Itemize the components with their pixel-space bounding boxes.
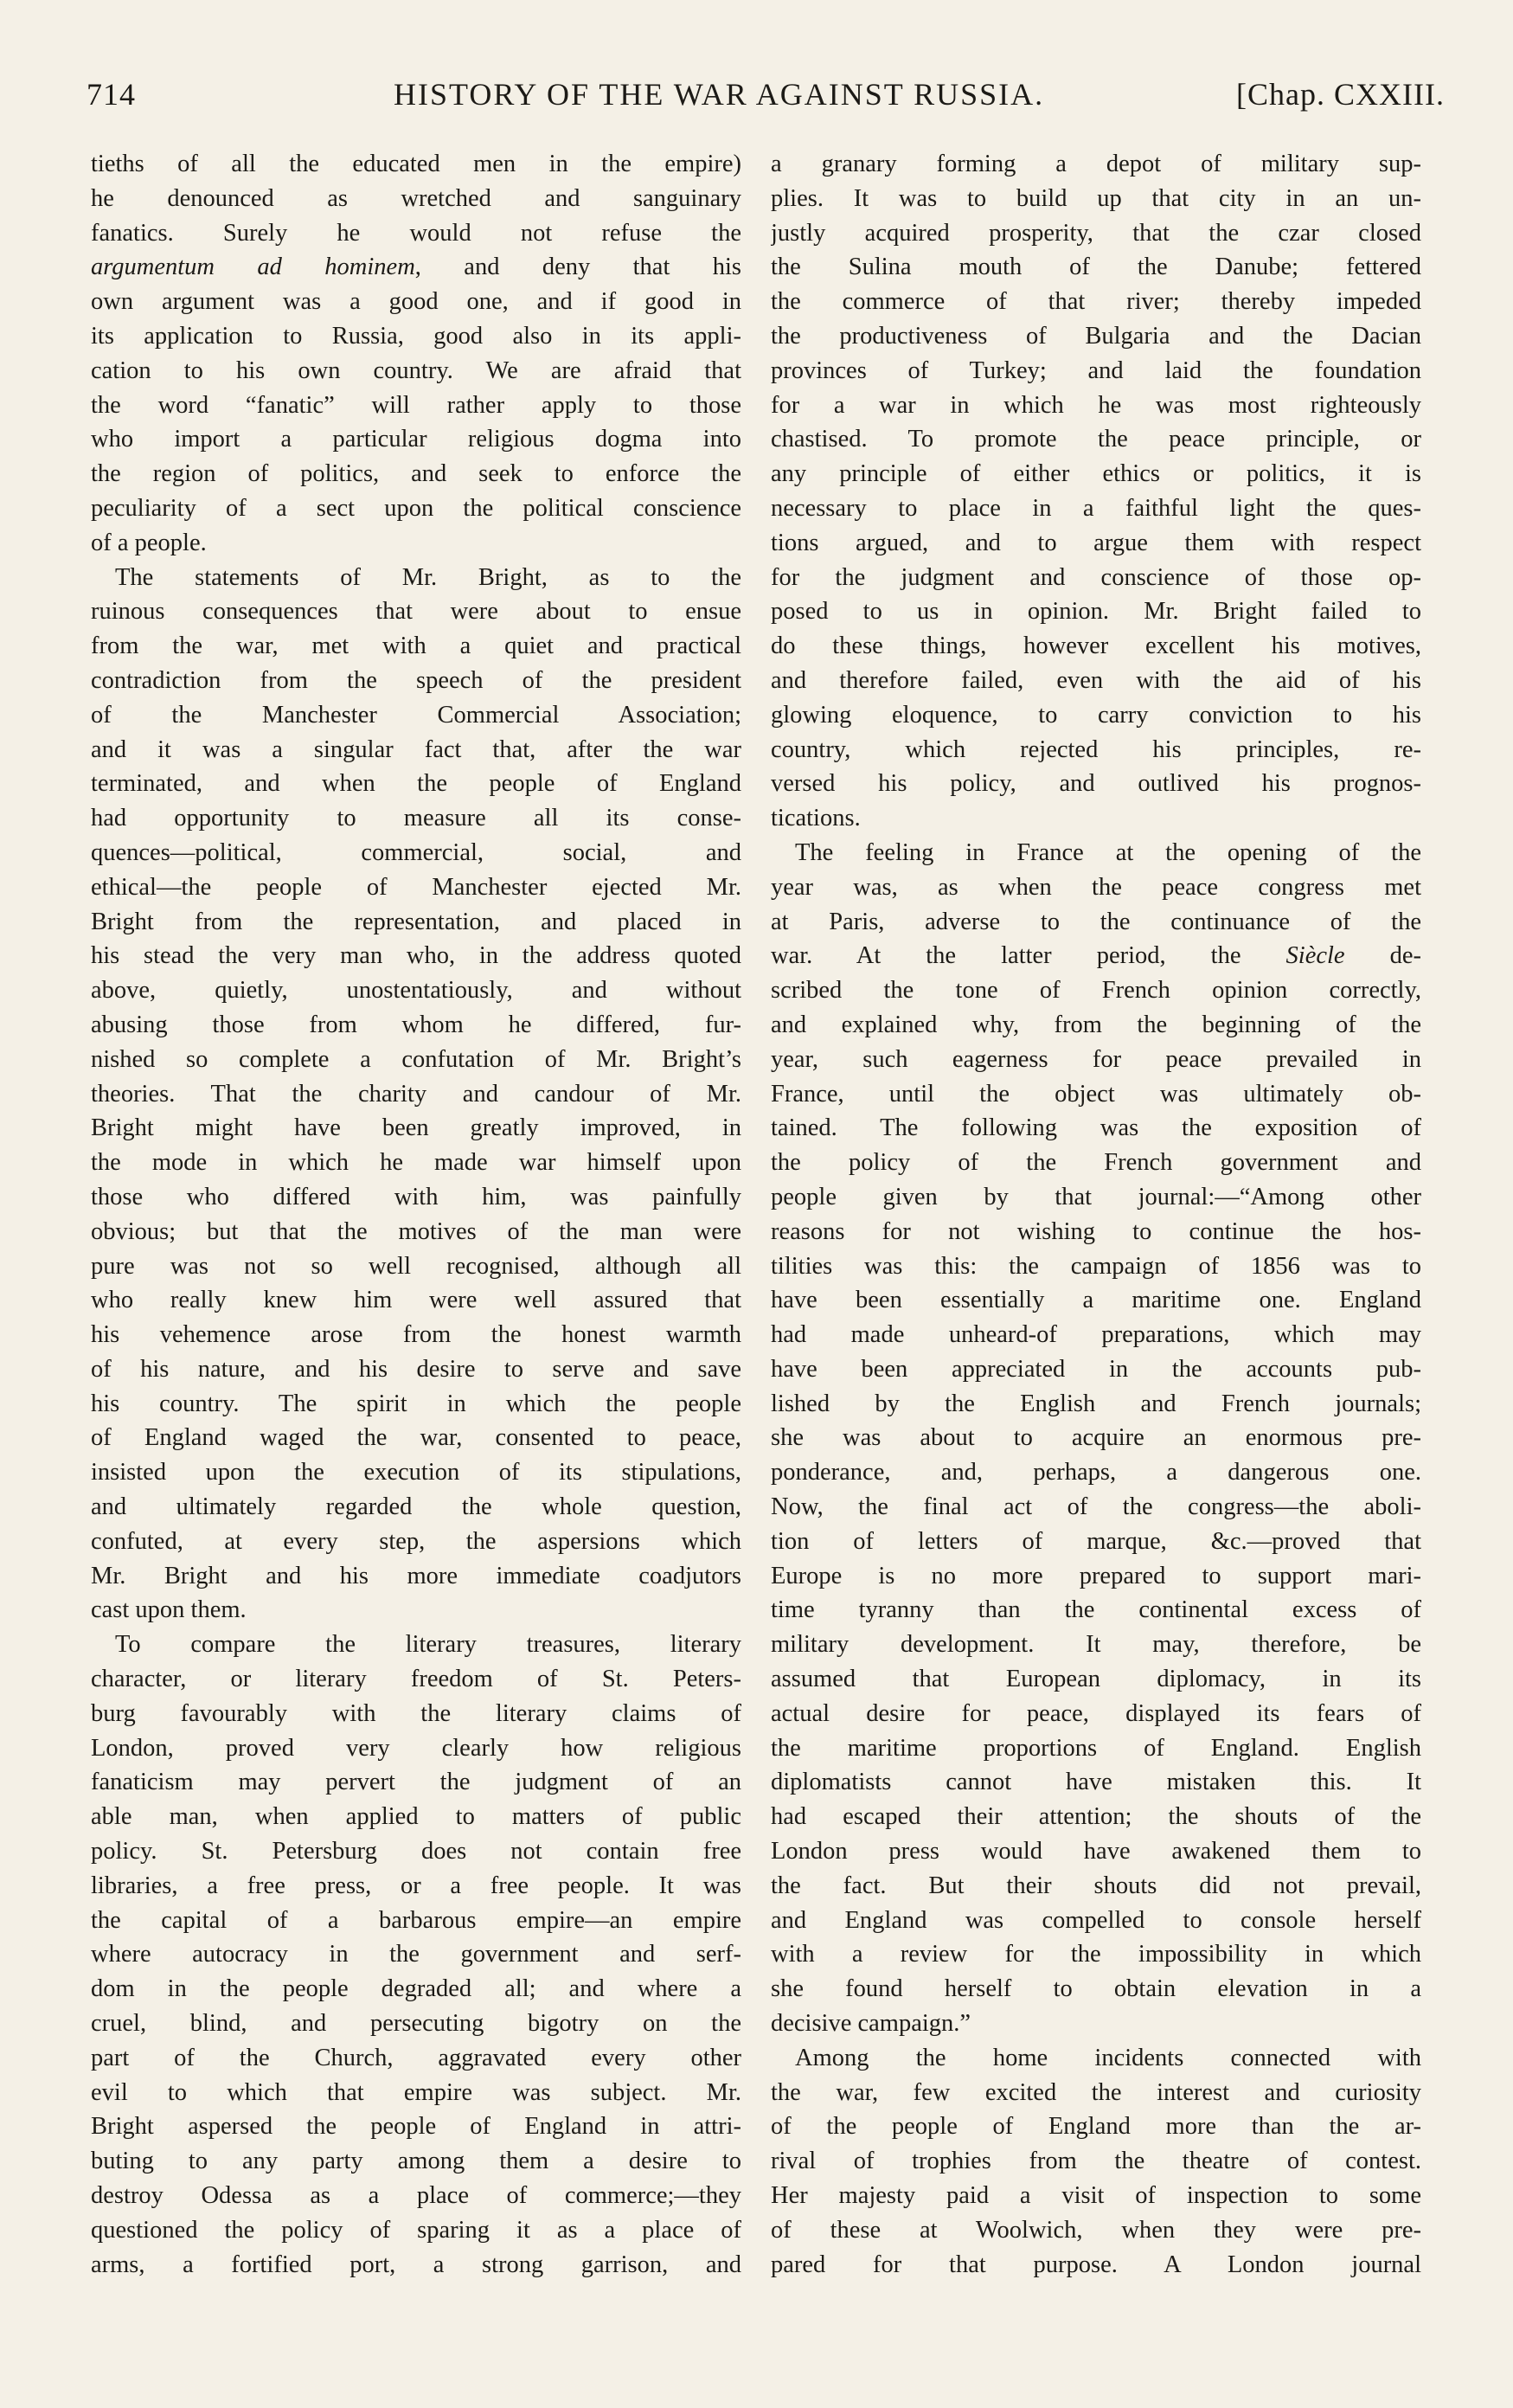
text-line: where autocracy in the government and serf- (91, 1941, 741, 1968)
text-line: and England was compelled to console herself (771, 1906, 1421, 1934)
text-line: at Paris, adverse to the continuance of the (771, 908, 1421, 935)
text-line: tieths of all the educated men in the empire) (91, 151, 741, 177)
text-line: the region of politics, and seek to enforce the (91, 460, 741, 488)
text-line: with a review for the impossibility in which (771, 1941, 1421, 1968)
text-line: a granary forming a depot of military sup- (771, 151, 1421, 177)
text-line: nished so complete a confutation of Mr. Bright’s (91, 1045, 741, 1073)
text-line: justly acquired prosperity, that the czar closed (771, 219, 1421, 247)
text-line: people given by that journal:—“Among other (771, 1183, 1421, 1210)
text-line: cruel, blind, and persecuting bigotry on the (91, 2010, 741, 2038)
text-line: Her majesty paid a visit of inspection to some (771, 2182, 1421, 2210)
text-line: have been appreciated in the accounts pub- (771, 1355, 1421, 1383)
text-line: had opportunity to measure all its conse- (91, 805, 741, 832)
text-line: reasons for not wishing to continue the hos- (771, 1217, 1421, 1245)
text-line: decisive campaign.” (771, 2010, 971, 2038)
text-line: terminated, and when the people of England (91, 770, 741, 798)
text-line: his vehemence arose from the honest warmth (91, 1321, 741, 1349)
text-line: time tyranny than the continental excess of (771, 1596, 1421, 1624)
text-line: buting to any party among them a desire to (91, 2148, 741, 2175)
text-line: diplomatists cannot have mistaken this. It (771, 1769, 1421, 1796)
text-line: Now, the final act of the congress—the aboli- (771, 1493, 1421, 1521)
text-line: above, quietly, unostentatiously, and without (91, 977, 741, 1005)
text-line: the capital of a barbarous empire—an empire (91, 1906, 741, 1934)
text-line: for the judgment and conscience of those op- (771, 563, 1421, 591)
text-line: able man, when applied to matters of public (91, 1803, 741, 1831)
text-line: arms, a fortified port, a strong garrison, and (91, 2251, 741, 2278)
latin-phrase: argumentum ad hominem (91, 254, 415, 281)
text-line: the word “fanatic” will rather apply to those (91, 391, 741, 419)
text-line: year was, as when the peace congress met (771, 873, 1421, 901)
text-line: argumentum ad hominem, and deny that his (91, 254, 741, 281)
text-line: year, such eagerness for peace prevailed in (771, 1045, 1421, 1073)
text-line: tions argued, and to argue them with respect (771, 529, 1421, 556)
text-line: evil to which that empire was subject. Mr. (91, 2078, 741, 2106)
text-line: cast upon them. (91, 1596, 247, 1624)
text-line: of a people. (91, 529, 207, 556)
text-line: who really knew him were well assured that (91, 1287, 741, 1314)
text-line: from the war, met with a quiet and practical (91, 633, 741, 660)
text-line: tications. (771, 805, 861, 832)
text-line: any principle of either ethics or politics, it is (771, 460, 1421, 488)
text-line: provinces of Turkey; and laid the foundation (771, 356, 1421, 384)
text-line: have been essentially a maritime one. England (771, 1287, 1421, 1314)
text-line: glowing eloquence, to carry conviction to his (771, 701, 1421, 729)
text-line: of England waged the war, consented to peace, (91, 1424, 741, 1452)
text-line: his stead the very man who, in the address quoted (91, 942, 741, 970)
text-line: of the Manchester Commercial Association; (91, 701, 741, 729)
text-line: tained. The following was the exposition of (771, 1114, 1421, 1142)
text-line: assumed that European diplomacy, in its (771, 1666, 1421, 1693)
text-line: cation to his own country. We are afraid that (91, 356, 741, 384)
text-line: rival of trophies from the theatre of contest. (771, 2148, 1421, 2175)
text-line: ponderance, and, perhaps, a dangerous one. (771, 1459, 1421, 1487)
text-line: insisted upon the execution of its stipulations, (91, 1459, 741, 1487)
text-line: dom in the people degraded all; and where a (91, 1975, 741, 2003)
text-line: do these things, however excellent his motives, (771, 633, 1421, 660)
text-line: the productiveness of Bulgaria and the Dacian (771, 322, 1421, 350)
text-line: military development. It may, therefore, be (771, 1631, 1421, 1659)
text-line: pared for that purpose. A London journal (771, 2251, 1421, 2278)
text-line: versed his policy, and outlived his prognos- (771, 770, 1421, 798)
text-line: and explained why, from the beginning of the (771, 1011, 1421, 1038)
text-line: London, proved very clearly how religious (91, 1734, 741, 1762)
text-columns (91, 147, 1430, 2284)
text-line: of the people of England more than the ar- (771, 2113, 1421, 2141)
chapter-label: [Chap. CXXIII. (1236, 77, 1445, 112)
text-line: tion of letters of marque, &c.—proved that (771, 1527, 1421, 1555)
text-line: libraries, a free press, or a free people. It was (91, 1872, 741, 1899)
text-line: of his nature, and his desire to serve and save (91, 1355, 741, 1383)
text-line: he denounced as wretched and sanguinary (91, 184, 741, 212)
running-title: HISTORY OF THE WAR AGAINST RUSSIA. (394, 77, 1045, 112)
text-line: Among the home incidents connected with (795, 2044, 1421, 2071)
text-line: lished by the English and French journals; (771, 1390, 1421, 1417)
text-line: she was about to acquire an enormous pre- (771, 1424, 1421, 1452)
text-line: own argument was a good one, and if good in (91, 288, 741, 316)
text-line: the fact. But their shouts did not prevail, (771, 1872, 1421, 1899)
text-line: the commerce of that river; thereby impeded (771, 288, 1421, 316)
text-line: peculiarity of a sect upon the political conscience (91, 494, 741, 522)
text-line: who import a particular religious dogma into (91, 426, 741, 453)
left-column (91, 147, 741, 2282)
text-line: the Sulina mouth of the Danube; fettered (771, 254, 1421, 281)
text-line: plies. It was to build up that city in an un- (771, 184, 1421, 212)
text-line: for a war in which he was most righteously (771, 391, 1421, 419)
text-line: and it was a singular fact that, after the war (91, 735, 741, 763)
text-line: theories. That the charity and candour of Mr. (91, 1080, 741, 1108)
text-line: destroy Odessa as a place of commerce;—they (91, 2182, 741, 2210)
text-line: contradiction from the speech of the president (91, 666, 741, 694)
text-line: and therefore failed, even with the aid of his (771, 666, 1421, 694)
text-line: she found herself to obtain elevation in a (771, 1975, 1421, 2003)
text-line: posed to us in opinion. Mr. Bright failed to (771, 598, 1421, 626)
text-line: The feeling in France at the opening of the (795, 838, 1421, 866)
text-line: those who differed with him, was painfully (91, 1183, 741, 1210)
text-line: France, until the object was ultimately ob- (771, 1080, 1421, 1108)
text-line: of these at Woolwich, when they were pre- (771, 2216, 1421, 2244)
text-line: pure was not so well recognised, although all (91, 1252, 741, 1280)
text-line: necessary to place in a faithful light the ques- (771, 494, 1421, 522)
text-line: its application to Russia, good also in its appli- (91, 322, 741, 350)
text-line: quences—political, commercial, social, and (91, 838, 741, 866)
text-line: chastised. To promote the peace principle, or (771, 426, 1421, 453)
text-line: policy. St. Petersburg does not contain free (91, 1838, 741, 1865)
text-line: The statements of Mr. Bright, as to the (115, 563, 741, 591)
right-column (771, 147, 1421, 2282)
text-line: the mode in which he made war himself upon (91, 1149, 741, 1177)
text-line: ethical—the people of Manchester ejected Mr. (91, 873, 741, 901)
page-header (87, 76, 1445, 119)
text-line: fanaticism may pervert the judgment of an (91, 1769, 741, 1796)
text-line: Mr. Bright and his more immediate coadjutors (91, 1562, 741, 1589)
text-line: London press would have awakened them to (771, 1838, 1421, 1865)
text-line: confuted, at every step, the aspersions which (91, 1527, 741, 1555)
text-line: questioned the policy of sparing it as a place of (91, 2216, 741, 2244)
text-line: country, which rejected his principles, re- (771, 735, 1421, 763)
text-line: Bright might have been greatly improved, in (91, 1114, 741, 1142)
text-line: abusing those from whom he differed, fur- (91, 1011, 741, 1038)
text-line: his country. The spirit in which the people (91, 1390, 741, 1417)
text-line: part of the Church, aggravated every other (91, 2044, 741, 2071)
newspaper-title: Siècle (1285, 942, 1345, 970)
text-line: actual desire for peace, displayed its fears of (771, 1699, 1421, 1727)
text-line: fanatics. Surely he would not refuse the (91, 219, 741, 247)
text-line: character, or literary freedom of St. Peters- (91, 1666, 741, 1693)
text-line: had escaped their attention; the shouts of the (771, 1803, 1421, 1831)
text-line: Europe is no more prepared to support mari- (771, 1562, 1421, 1589)
text-line: war. At the latter period, the Siècle de- (771, 942, 1421, 970)
text-line: ruinous consequences that were about to ensue (91, 598, 741, 626)
text-line: scribed the tone of French opinion correctly, (771, 977, 1421, 1005)
text-line: burg favourably with the literary claims of (91, 1699, 741, 1727)
text-line: tilities was this: the campaign of 1856 was to (771, 1252, 1421, 1280)
text-line: Bright aspersed the people of England in attri- (91, 2113, 741, 2141)
text-line: obvious; but that the motives of the man were (91, 1217, 741, 1245)
text-line: had made unheard-of preparations, which may (771, 1321, 1421, 1349)
text-line: the war, few excited the interest and curiosity (771, 2078, 1421, 2106)
page-number: 714 (87, 77, 136, 112)
text-line: the maritime proportions of England. English (771, 1734, 1421, 1762)
text-line: To compare the literary treasures, literary (115, 1631, 741, 1659)
text-line: and ultimately regarded the whole question, (91, 1493, 741, 1521)
text-line: Bright from the representation, and placed in (91, 908, 741, 935)
text-line: the policy of the French government and (771, 1149, 1421, 1177)
